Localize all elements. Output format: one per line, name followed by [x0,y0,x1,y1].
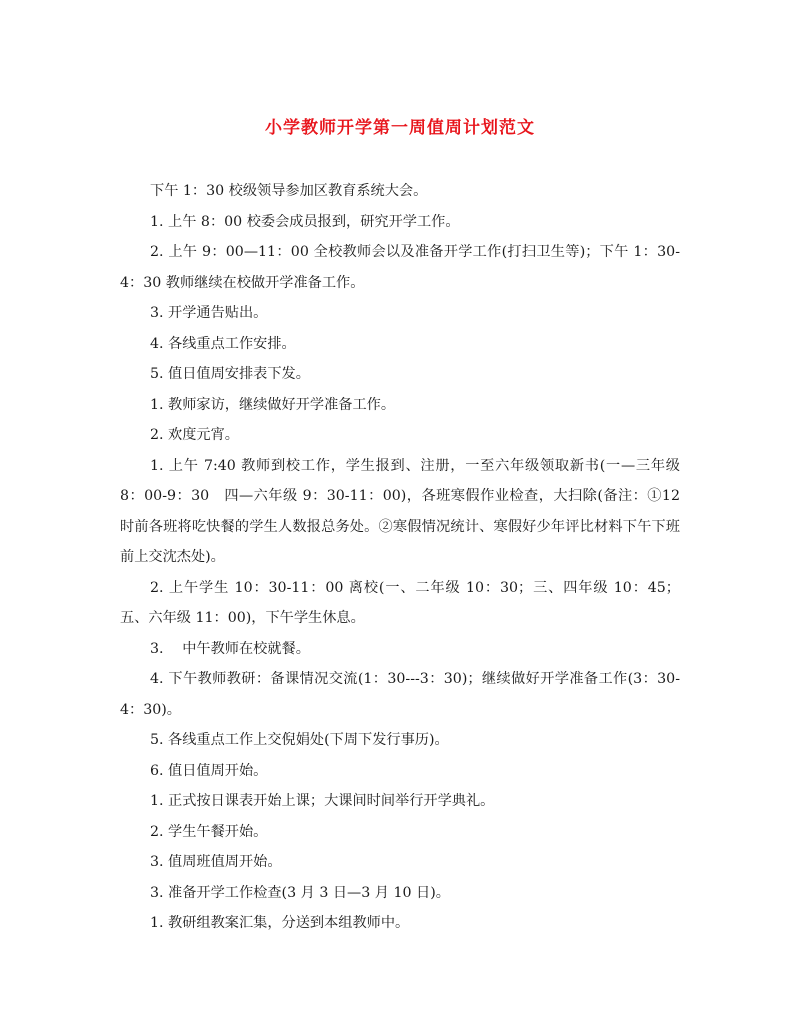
paragraph: 3. 准备开学工作检查(3 月 3 日—3 月 10 日)。 [150,884,450,901]
paragraph: 4. 各线重点工作安排。 [150,335,296,352]
paragraph: 4. 下午教师教研：备课情况交流(1：30---3：30)；继续做好开学准备工作(3：30-4：30)。 [120,671,680,718]
paragraph: 1. 上午 8：00 校委会成员报到，研究开学工作。 [150,213,460,230]
paragraph: 3. 值周班值周开始。 [150,854,282,870]
paragraph: 6. 值日值周开始。 [150,762,268,779]
paragraph: 2. 上午 9：00—11：00 全校教师会以及准备开学工作(打扫卫生等)；下午 1：30-4：30 教师继续在校做开学准备工作。 [120,244,680,291]
paragraph: 3. 开学通告贴出。 [150,305,268,321]
document-body [120,176,685,939]
paragraph: 下午 1：30 校级领导参加区教育系统大会。 [150,183,428,199]
paragraph: 5. 各线重点工作上交倪娟处(下周下发行事历)。 [150,732,449,748]
paragraph: 1. 正式按日课表开始上课；大课间时间举行开学典礼。 [150,793,495,809]
paragraph: 2. 欢度元宵。 [150,427,239,443]
paragraph: 3. 中午教师在校就餐。 [150,640,310,657]
paragraph: 2. 学生午餐开始。 [150,823,268,840]
paragraph: 1. 教师家访，继续做好开学准备工作。 [150,396,396,413]
paragraph: 1. 教研组教案汇集，分送到本组教师中。 [150,915,410,931]
paragraph: 1. 上午 7:40 教师到校工作，学生报到、注册，一至六年级领取新书(一—三年级 8：00-9：30 四—六年级 9：30-11：00)，各班寒假作业检查，大扫除(备注：①12 时前各班将吃快餐的学生人数报总务处。②寒假情况统计、寒假好少年评比材料下午下班前上交沈杰处)。 [120,457,685,565]
paragraph: 2. 上午学生 10：30-11：00 离校(一、二年级 10：30；三、四年级 10：45；五、六年级 11：00)，下午学生休息。 [120,579,680,626]
paragraph: 5. 值日值周安排表下发。 [150,366,310,382]
document-title: 小学教师开学第一周值周计划范文 [265,118,535,138]
